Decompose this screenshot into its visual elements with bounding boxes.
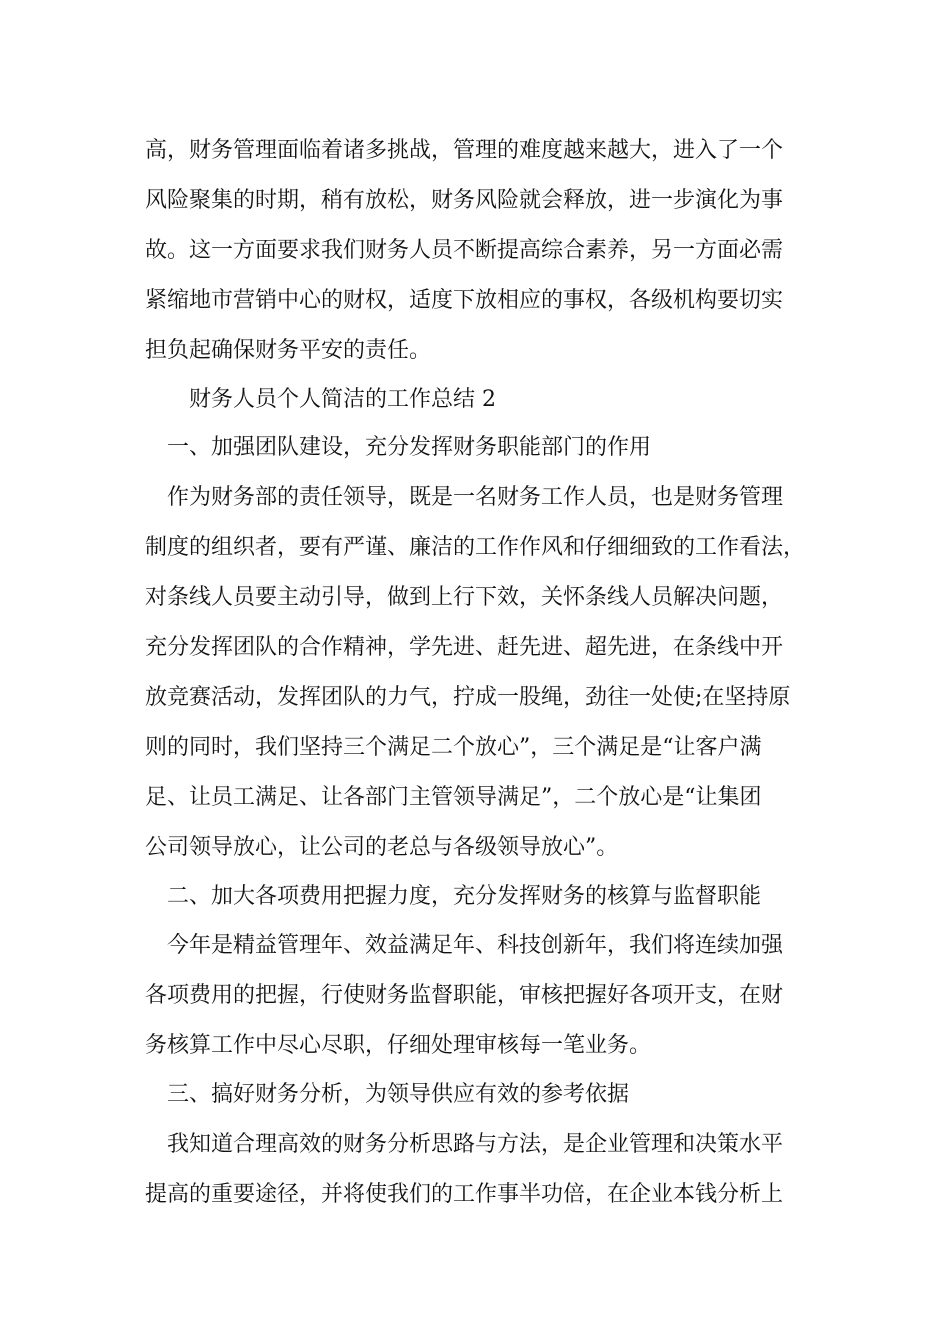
paragraph-line: 充分发挥团队的合作精神，学先进、赶先进、超先进，在条线中开: [145, 635, 784, 660]
paragraph-line: 则的同时，我们坚持三个满足二个放心”，三个满足是“让客户满: [145, 735, 762, 760]
paragraph-line: 故。这一方面要求我们财务人员不断提高综合素养，另一方面必需: [145, 238, 784, 263]
paragraph-line: 作为财务部的责任领导，既是一名财务工作人员，也是财务管理: [167, 485, 784, 510]
paragraph-line: 高，财务管理面临着诸多挑战，管理的难度越来越大，进入了一个: [145, 138, 784, 163]
paragraph-line: 足、让员工满足、让各部门主管领导满足”，二个放心是“让集团: [145, 785, 762, 810]
paragraph-line: 各项费用的把握，行使财务监督职能，审核把握好各项开支，在财: [145, 983, 784, 1008]
paragraph-line: 制度的组织者，要有严谨、廉洁的工作作风和仔细细致的工作看法，: [145, 535, 806, 560]
paragraph-line: 放竞赛活动，发挥团队的力气，拧成一股绳，劲往一处使;在坚持原: [145, 685, 791, 710]
section-heading-3: 三、搞好财务分析，为领导供应有效的参考依据: [167, 1082, 630, 1107]
paragraph-line: 我知道合理高效的财务分析思路与方法，是企业管理和决策水平: [167, 1132, 784, 1157]
paragraph-line: 今年是精益管理年、效益满足年、科技创新年，我们将连续加强: [167, 933, 784, 958]
paragraph-line: 公司领导放心，让公司的老总与各级领导放心”。: [145, 835, 619, 860]
paragraph-line: 紧缩地市营销中心的财权，适度下放相应的事权，各级机构要切实: [145, 288, 784, 313]
section-heading-2: 二、加大各项费用把握力度，充分发挥财务的核算与监督职能: [167, 884, 762, 909]
section-heading-1: 一、加强团队建设，充分发挥财务职能部门的作用: [167, 435, 652, 460]
paragraph-line: 对条线人员要主动引导，做到上行下效，关怀条线人员解决问题，: [145, 585, 784, 610]
section-title: 财务人员个人简洁的工作总结 2: [189, 387, 496, 412]
paragraph-line: 务核算工作中尽心尽职，仔细处理审核每一笔业务。: [145, 1033, 652, 1058]
paragraph-line: 提高的重要途径，并将使我们的工作事半功倍，在企业本钱分析上: [145, 1182, 784, 1207]
paragraph-line: 风险聚集的时期，稍有放松，财务风险就会释放，进一步演化为事: [145, 188, 784, 213]
paragraph-line: 担负起确保财务平安的责任。: [145, 338, 432, 363]
